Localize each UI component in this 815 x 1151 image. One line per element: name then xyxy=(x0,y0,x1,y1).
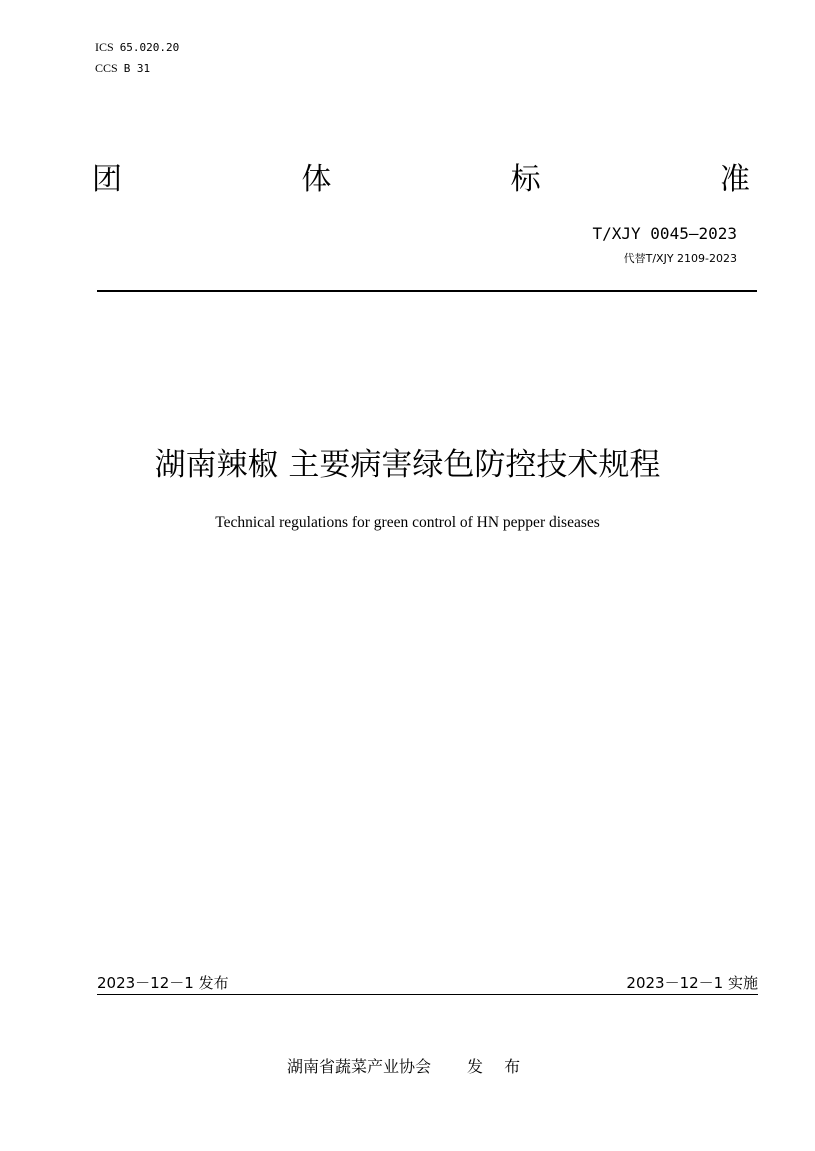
publisher-name: 湖南省蔬菜产业协会 xyxy=(287,1057,432,1076)
standard-type-char: 体 xyxy=(301,162,332,197)
ics-code: 65.020.20 xyxy=(119,41,180,54)
standard-type-char: 标 xyxy=(510,162,541,197)
ics-line xyxy=(95,40,179,55)
footer-divider xyxy=(97,994,758,995)
ccs-code: B 31 xyxy=(123,62,151,75)
document-title-en: Technical regulations for green control of HN pepper diseases xyxy=(215,514,600,531)
replaces-standard: 代替T/XJY 2109-2023 xyxy=(623,252,737,265)
header-divider xyxy=(97,290,757,292)
standard-number: T/XJY 0045—2023 xyxy=(592,224,737,243)
ccs-label: CCS xyxy=(95,61,118,75)
standard-type-char: 准 xyxy=(719,162,750,197)
standard-type-char: 团 xyxy=(92,162,122,197)
issue-date: 2023－12－1 发布 xyxy=(97,974,229,992)
publisher-line xyxy=(287,1054,528,1077)
standard-type-heading xyxy=(92,160,750,200)
document-title-cn: 湖南辣椒 主要病害绿色防控技术规程 xyxy=(154,447,661,483)
ccs-line xyxy=(95,61,150,76)
implementation-date: 2023－12－1 实施 xyxy=(626,974,758,992)
ics-label: ICS xyxy=(95,40,114,54)
publisher-action: 发 布 xyxy=(467,1057,529,1076)
